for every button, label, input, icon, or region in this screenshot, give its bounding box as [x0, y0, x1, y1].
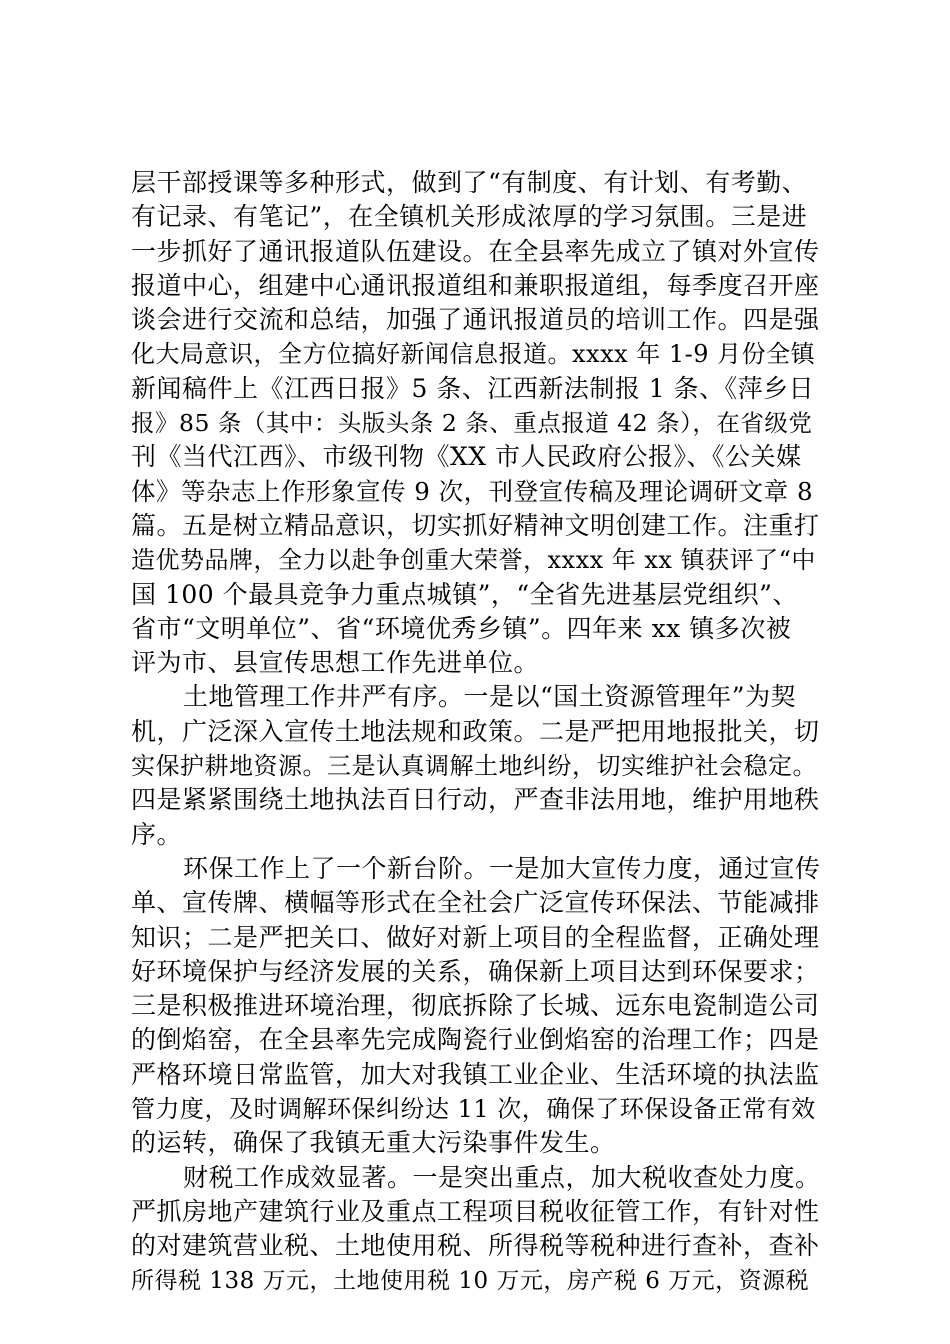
text-line: 严格环境日常监管，加大对我镇工业企业、生活环境的执法监: [131, 1059, 820, 1089]
text-line: 四是紧紧围绕土地执法百日行动，严查非法用地，维护用地秩: [131, 785, 820, 815]
text-line: 实保护耕地资源。三是认真调解土地纠纷，切实维护社会稳定。: [131, 752, 817, 781]
text-line: 造优势品牌，全力以赴争创重大荣誉，xxxx 年 xx 镇获评了“中: [131, 546, 816, 575]
paragraph-start-line: 财税工作成效显著。一是突出重点，加大税收查处力度。: [183, 1162, 821, 1192]
text-line: 的运转，确保了我镇无重大污染事件发生。: [131, 1128, 616, 1158]
text-line: 单、宣传牌、横幅等形式在全社会广泛宣传环保法、节能减排: [131, 888, 820, 918]
text-line: 评为市、县宣传思想工作先进单位。: [131, 648, 540, 678]
text-line: 报道中心，组建中心通讯报道组和兼职报道组，每季度召开座: [131, 270, 820, 300]
text-line: 刊《当代江西》、市级刊物《XX 市人民政府公报》、《公关媒: [131, 442, 802, 472]
text-line: 好环境保护与经济发展的关系，确保新上项目达到环保要求；: [131, 956, 820, 986]
text-line: 机，广泛深入宣传土地法规和政策。二是严把用地报批关，切: [131, 716, 820, 746]
paragraph-start-line: 土地管理工作井严有序。一是以“国土资源管理年”为契: [183, 682, 797, 712]
body-text: [131, 166, 821, 1298]
text-line: 严抓房地产建筑行业及重点工程项目税收征管工作，有针对性: [131, 1196, 820, 1226]
text-line: 新闻稿件上《江西日报》5 条、江西新法制报 1 条、《萍乡日: [131, 373, 815, 403]
text-line: 三是积极推进环境治理，彻底拆除了长城、远东电瓷制造公司: [131, 991, 820, 1021]
text-line: 有记录、有笔记”，在全镇机关形成浓厚的学习氛围。三是进: [131, 202, 808, 232]
text-line: 体》等杂志上作形象宣传 9 次，刊登宣传稿及理论调研文章 8: [131, 476, 814, 506]
text-line: 层干部授课等多种形式，做到了“有制度、有计划、有考勤、: [131, 168, 808, 197]
paragraph-start-line: 环保工作上了一个新台阶。一是加大宣传力度，通过宣传: [183, 853, 821, 883]
text-line: 所得税 138 万元，土地使用税 10 万元，房产税 6 万元，资源税: [131, 1267, 810, 1294]
text-line: 谈会进行交流和总结，加强了通讯报道员的培训工作。四是强: [131, 305, 820, 335]
text-line: 篇。五是树立精品意识，切实抓好精神文明创建工作。注重打: [131, 510, 820, 540]
text-line: 一步抓好了通讯报道队伍建设。在全县率先成立了镇对外宣传: [131, 236, 820, 266]
text-line: 管力度，及时调解环保纠纷达 11 次，确保了环保设备正常有效: [131, 1095, 816, 1124]
text-line: 省市“文明单位”、省“环境优秀乡镇”。四年来 xx 镇多次被: [131, 613, 792, 643]
text-line: 序。: [131, 819, 183, 849]
text-line: 知识；二是严把关口、做好对新上项目的全程监督，正确处理: [131, 922, 820, 952]
text-line: 国 100 个最具竞争力重点城镇”，“全省先进基层党组织”、: [131, 579, 798, 609]
text-line: 的倒焰窑，在全县率先完成陶瓷行业倒焰窑的治理工作；四是: [131, 1025, 820, 1055]
text-line: 化大局意识，全方位搞好新闻信息报道。xxxx 年 1-9 月份全镇: [131, 340, 816, 369]
text-line: 的对建筑营业税、土地使用税、所得税等税种进行查补，查补: [131, 1231, 820, 1261]
text-line: 报》85 条（其中：头版头条 2 条、重点报道 42 条），在省级党: [131, 409, 813, 438]
